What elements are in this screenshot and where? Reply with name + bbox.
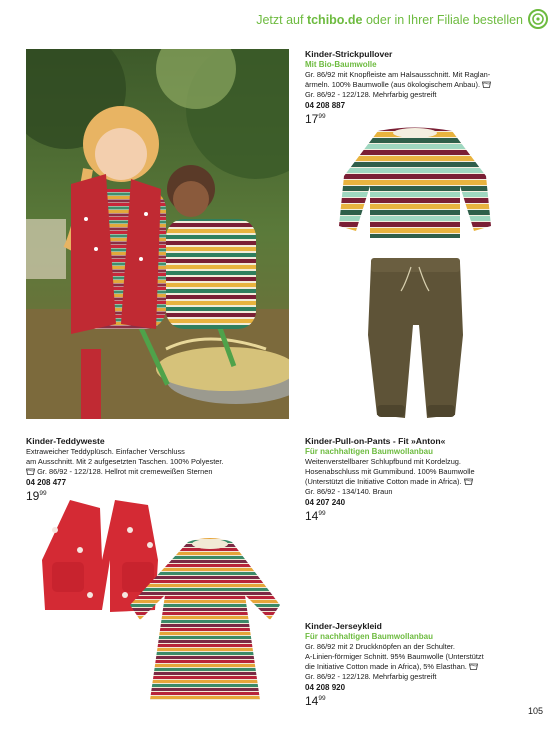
product-desc-line: ärmeln. 100% Baumwolle (aus ökologischem Anbau). bbox=[305, 80, 530, 90]
order-banner bbox=[256, 13, 523, 27]
banner-pre: Jetzt auf bbox=[256, 13, 307, 27]
wash-care-icon bbox=[469, 663, 478, 670]
product-price: $17^{99}$ bbox=[305, 112, 326, 126]
product-desc-line: Gr. 86/92 - 134/140. Braun bbox=[305, 487, 393, 496]
product-title: Kinder-Pull-on-Pants - Fit »Anton« bbox=[305, 436, 446, 446]
product-price: $19^{99}$ bbox=[26, 489, 47, 503]
tchibo-logo-icon bbox=[528, 9, 548, 29]
product-desc-line: am Ausschnitt. Mit 2 aufgesetzten Taschen. 100% Polyester. bbox=[26, 457, 224, 466]
product-desc-line: Gr. 86/92 - 122/128. Mehrfarbig gestreift bbox=[305, 672, 437, 681]
product-desc-line: Weitenverstellbarer Schlupfbund mit Kordelzug. bbox=[305, 457, 461, 466]
product-desc-line: Gr. 86/92 mit Knopfleiste am Halsausschnitt. Mit Raglan- bbox=[305, 70, 491, 79]
brown-pants-image bbox=[363, 255, 468, 423]
product-desc-line: (Unterstützt die Initiative Cotton made in Africa). bbox=[305, 477, 530, 487]
product-subtitle: Mit Bio-Baumwolle bbox=[305, 60, 377, 69]
product-sweater bbox=[305, 49, 530, 127]
product-subtitle: Für nachhaltigen Baumwollanbau bbox=[305, 632, 434, 641]
banner-post: oder in Ihrer Filiale bestellen bbox=[362, 13, 523, 27]
wash-care-icon bbox=[482, 81, 491, 88]
product-title: Kinder-Jerseykleid bbox=[305, 621, 382, 631]
page-number: 105 bbox=[527, 706, 543, 716]
product-id: 04 207 240 bbox=[305, 498, 346, 507]
product-desc-line: Gr. 86/92 mit 2 Druckknöpfen an der Schulter. bbox=[305, 642, 455, 651]
product-id: 04 208 920 bbox=[305, 683, 346, 692]
product-pants bbox=[305, 436, 530, 524]
kids-garden-photo bbox=[26, 49, 289, 419]
product-price: $14^{99}$ bbox=[305, 509, 326, 523]
striped-sweater-image bbox=[336, 126, 494, 241]
product-subtitle: Für nachhaltigen Baumwollanbau bbox=[305, 447, 434, 456]
vest-and-dress-image bbox=[40, 500, 290, 705]
product-desc-line: Gr. 86/92 - 122/128. Mehrfarbig gestreift bbox=[305, 90, 437, 99]
product-desc-line: die Initiative Cotton made in Africa), 5% Elasthan. bbox=[305, 662, 530, 672]
product-title: Kinder-Strickpullover bbox=[305, 49, 393, 59]
product-id: 04 208 887 bbox=[305, 101, 346, 110]
product-desc-line: A-Linien-förmiger Schnitt. 95% Baumwolle (Unterstützt bbox=[305, 652, 484, 661]
product-title: Kinder-Teddyweste bbox=[26, 436, 105, 446]
product-price: $14^{99}$ bbox=[305, 694, 326, 708]
product-desc-line: Extraweicher Teddyplüsch. Einfacher Verschluss bbox=[26, 447, 185, 456]
wash-care-icon bbox=[464, 478, 473, 485]
product-desc-line: Hosenabschluss mit Gummibund. 100% Baumwolle bbox=[305, 467, 475, 476]
product-id: 04 208 477 bbox=[26, 478, 67, 487]
product-desc-line: Gr. 86/92 - 122/128. Hellrot mit cremeweißen Sternen bbox=[26, 467, 291, 477]
product-dress bbox=[305, 621, 530, 709]
wash-care-icon bbox=[26, 468, 35, 475]
banner-brand-link[interactable]: tchibo.de bbox=[306, 13, 363, 27]
product-vest bbox=[26, 436, 291, 504]
